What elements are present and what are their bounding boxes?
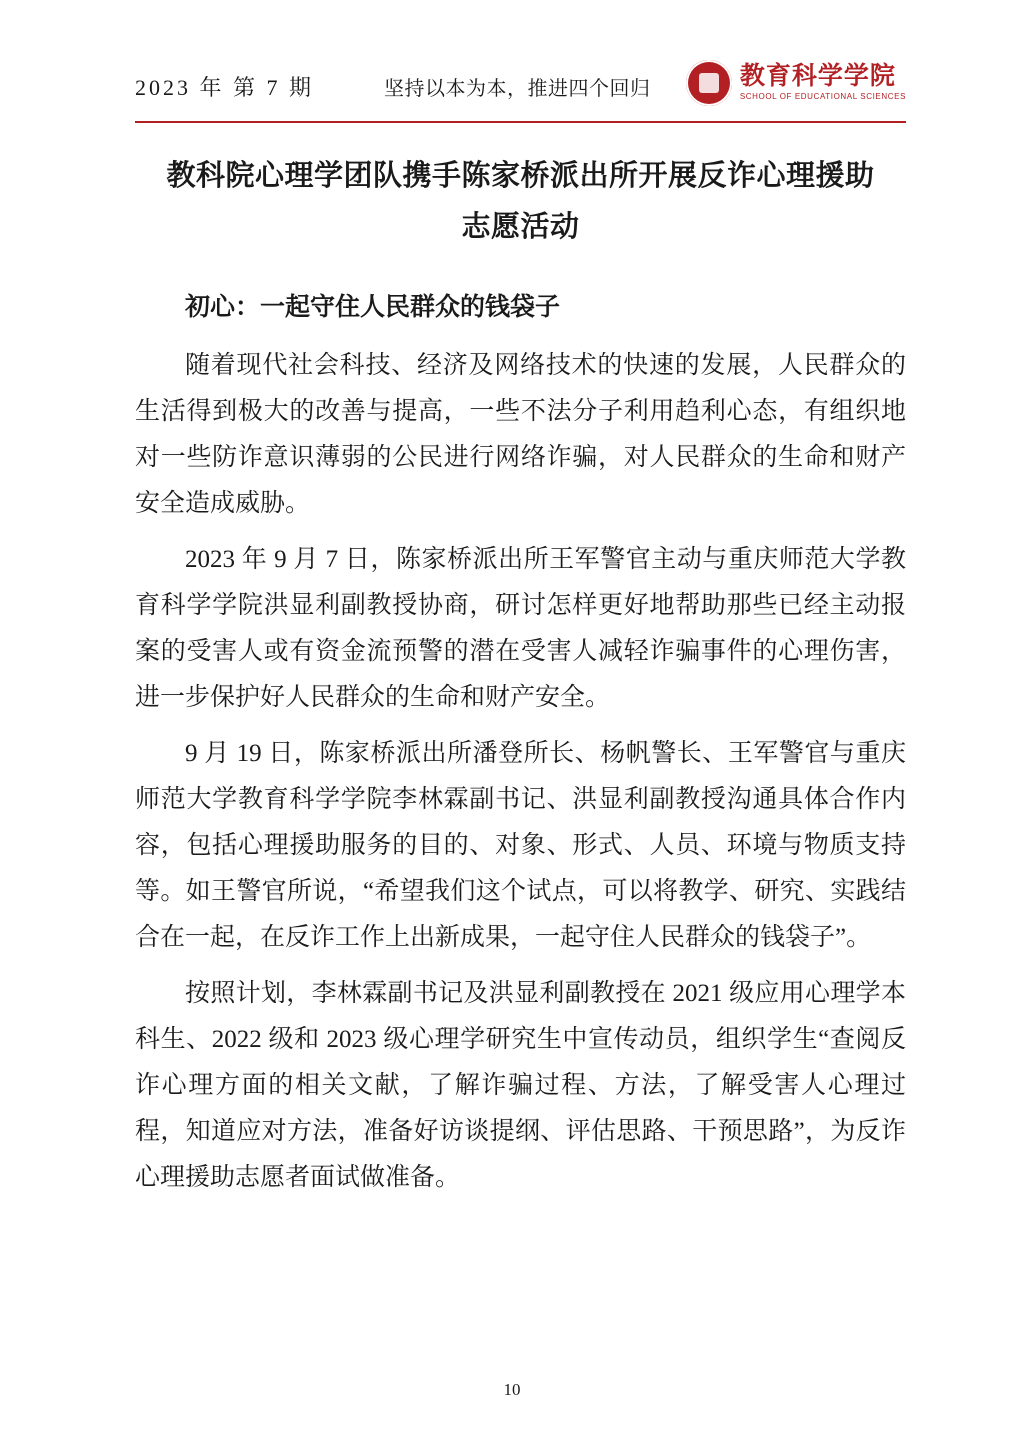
page-number: 10 (503, 1380, 521, 1399)
title-line-2: 志愿活动 (461, 210, 580, 243)
school-logo (686, 57, 906, 109)
logo-english-name: SCHOOL OF EDUCATIONAL SCIENCES (739, 92, 906, 102)
issue-label: 2023 年 第 7 期 (135, 74, 315, 100)
slogan-label: 坚持以本为本，推进四个回归 (384, 77, 651, 100)
header-divider (135, 121, 906, 123)
page-title (135, 151, 906, 253)
page-header (135, 55, 906, 117)
logo-text-block (740, 64, 906, 102)
logo-chinese-name: 教育科学学院 (739, 63, 896, 91)
body-paragraph: 按照计划，李林霖副书记及洪显利副教授在 2021 级应用心理学本科生、2022 级和 2023 级心理学研究生中宣传动员，组织学生“查阅反诈心理方面的相关文献，了解诈骗过程、方法，了解受害人心理过程，知道应对方法，准备好访谈提纲、评估思路、干预思路”，为反诈心理援助志愿者面试做准备。 (135, 980, 906, 1191)
body-paragraph: 随着现代社会科技、经济及网络技术的快速的发展，人民群众的生活得到极大的改善与提高，一些不法分子利用趋利心态，有组织地对一些防诈意识薄弱的公民进行网络诈骗，对人民群众的生命和财产安全造成威胁。 (135, 352, 906, 517)
title-line-1: 教科院心理学团队携手陈家桥派出所开展反诈心理援助 (166, 160, 875, 192)
body-paragraph: 2023 年 9 月 7 日，陈家桥派出所王军警官主动与重庆师范大学教育科学学院洪显利副教授协商，研讨怎样更好地帮助那些已经主动报案的受害人或有资金流预警的潜在受害人减轻诈骗事件的心理伤害，进一步保护好人民群众的生命和财产安全。 (135, 546, 906, 711)
section-heading: 初心：一起守住人民群众的钱袋子 (185, 293, 561, 321)
school-emblem-icon (686, 60, 732, 106)
body-paragraph: 9 月 19 日，陈家桥派出所潘登所长、杨帆警长、王军警官与重庆师范大学教育科学学院李林霖副书记、洪显利副教授沟通具体合作内容，包括心理援助服务的目的、对象、形式、人员、环境与物质支持等。如王警官所说，“希望我们这个试点，可以将教学、研究、实践结合在一起，在反诈工作上出新成果，一起守住人民群众的钱袋子”。 (135, 740, 906, 951)
